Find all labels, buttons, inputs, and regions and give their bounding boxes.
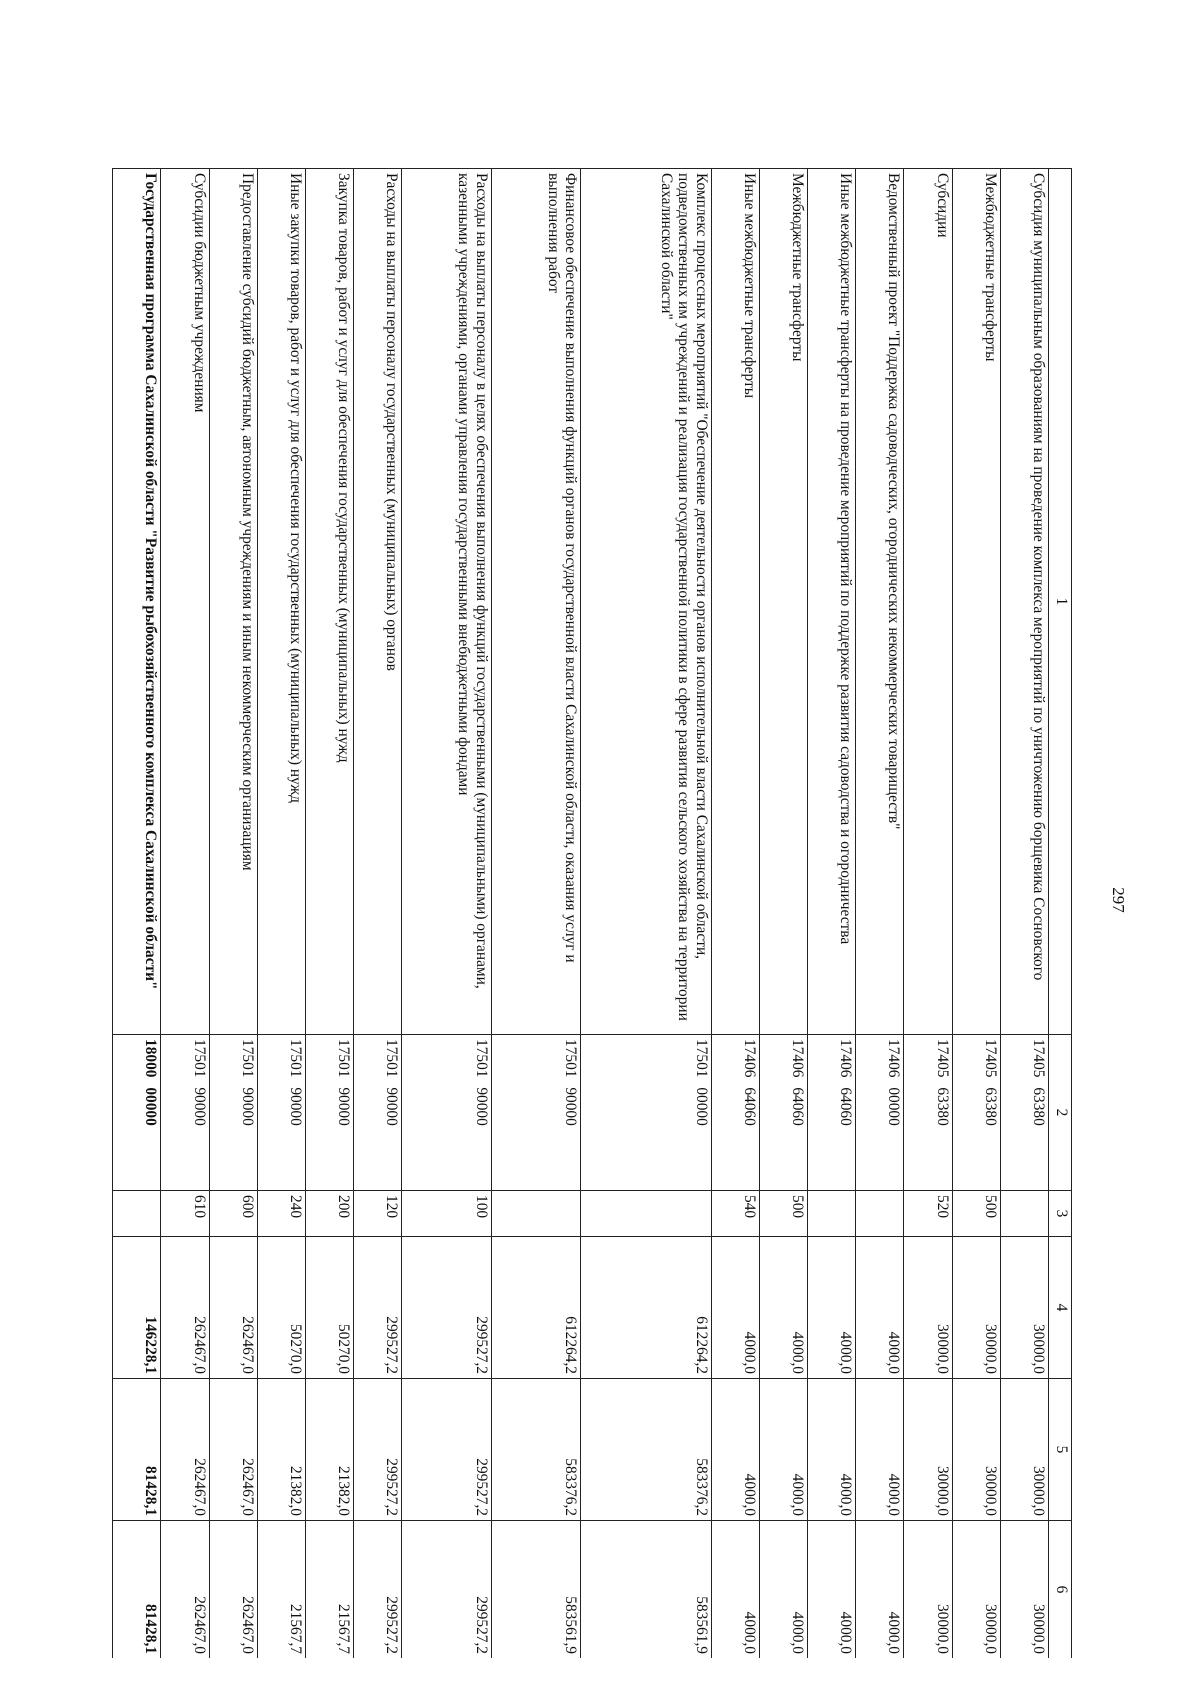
header-cell: 3 bbox=[1049, 1191, 1072, 1237]
header-cell: 6 bbox=[1049, 1521, 1072, 1659]
row-value-col5: 21382,0 bbox=[306, 1379, 354, 1521]
row-type-cell bbox=[856, 1191, 904, 1237]
row-type-cell bbox=[113, 1191, 161, 1237]
table-row bbox=[113, 169, 161, 1659]
row-type-cell: 500 bbox=[759, 1191, 807, 1237]
table-row bbox=[491, 169, 580, 1659]
row-name-cell: Иные межбюджетные трансферты на проведение мероприятий по поддержке развития садоводства и огородничества bbox=[807, 169, 855, 1035]
row-type-cell: 610 bbox=[161, 1191, 209, 1237]
row-value-col6: 262467,0 bbox=[161, 1521, 209, 1659]
row-value-col4: 4000,0 bbox=[856, 1237, 904, 1379]
row-value-col5: 4000,0 bbox=[711, 1379, 759, 1521]
row-value-col5: 30000,0 bbox=[1000, 1379, 1048, 1521]
row-type-cell: 120 bbox=[354, 1191, 402, 1237]
table-row bbox=[711, 169, 759, 1659]
row-code-cell: 17405 63380 bbox=[904, 1035, 952, 1191]
row-type-cell bbox=[491, 1191, 580, 1237]
row-value-col6: 21567,7 bbox=[257, 1521, 305, 1659]
row-value-col4: 612264,2 bbox=[491, 1237, 580, 1379]
row-code-cell: 17501 90000 bbox=[161, 1035, 209, 1191]
table-row bbox=[257, 169, 305, 1659]
table-row bbox=[1000, 169, 1048, 1659]
header-cell: 1 bbox=[1049, 169, 1072, 1035]
row-name-cell: Финансовое обеспечение выполнения функций органов государственной власти Сахалинской области, оказания услуг и выполнения работ bbox=[491, 169, 580, 1035]
row-code-cell: 17501 90000 bbox=[306, 1035, 354, 1191]
row-type-cell: 240 bbox=[257, 1191, 305, 1237]
row-name-cell: Комплекс процессных мероприятий "Обеспечение деятельности органов исполнительной власти Сахалинской области, подведомственных им учреждений и реализация государственной политики в сфере развития сельского хозяйства на территории Сахалинской области" bbox=[581, 169, 711, 1035]
row-value-col5: 299527,2 bbox=[402, 1379, 491, 1521]
row-code-cell: 17501 90000 bbox=[354, 1035, 402, 1191]
row-code-cell: 18000 00000 bbox=[113, 1035, 161, 1191]
row-code-cell: 17406 64060 bbox=[807, 1035, 855, 1191]
row-value-col6: 30000,0 bbox=[1000, 1521, 1048, 1659]
table-row bbox=[856, 169, 904, 1659]
row-value-col4: 30000,0 bbox=[952, 1237, 1000, 1379]
header-cell: 5 bbox=[1049, 1379, 1072, 1521]
row-value-col6: 299527,2 bbox=[354, 1521, 402, 1659]
row-value-col5: 4000,0 bbox=[856, 1379, 904, 1521]
row-type-cell bbox=[1000, 1191, 1048, 1237]
row-value-col6: 21567,7 bbox=[306, 1521, 354, 1659]
header-cell: 2 bbox=[1049, 1035, 1072, 1191]
row-value-col6: 583561,9 bbox=[581, 1521, 711, 1659]
table-row bbox=[209, 169, 257, 1659]
row-value-col4: 262467,0 bbox=[161, 1237, 209, 1379]
row-code-cell: 17501 90000 bbox=[402, 1035, 491, 1191]
row-value-col5: 81428,1 bbox=[113, 1379, 161, 1521]
row-name-cell: Расходы на выплаты персоналу государственных (муниципальных) органов bbox=[354, 169, 402, 1035]
row-value-col6: 30000,0 bbox=[952, 1521, 1000, 1659]
row-code-cell: 17406 64060 bbox=[759, 1035, 807, 1191]
row-type-cell: 540 bbox=[711, 1191, 759, 1237]
row-value-col4: 4000,0 bbox=[711, 1237, 759, 1379]
row-value-col5: 262467,0 bbox=[209, 1379, 257, 1521]
row-type-cell bbox=[581, 1191, 711, 1237]
table-row bbox=[306, 169, 354, 1659]
row-value-col4: 299527,2 bbox=[354, 1237, 402, 1379]
budget-table bbox=[112, 168, 1072, 1658]
row-code-cell: 17501 90000 bbox=[491, 1035, 580, 1191]
row-value-col6: 81428,1 bbox=[113, 1521, 161, 1659]
row-value-col5: 30000,0 bbox=[952, 1379, 1000, 1521]
row-code-cell: 17501 90000 bbox=[257, 1035, 305, 1191]
row-type-cell: 520 bbox=[904, 1191, 952, 1237]
row-value-col6: 4000,0 bbox=[711, 1521, 759, 1659]
row-name-cell: Иные межбюджетные трансферты bbox=[711, 169, 759, 1035]
table-row bbox=[402, 169, 491, 1659]
row-name-cell: Закупка товаров, работ и услуг для обеспечения государственных (муниципальных) нужд bbox=[306, 169, 354, 1035]
row-value-col6: 4000,0 bbox=[759, 1521, 807, 1659]
row-name-cell: Субсидии bbox=[904, 169, 952, 1035]
row-value-col5: 4000,0 bbox=[807, 1379, 855, 1521]
row-type-cell: 100 bbox=[402, 1191, 491, 1237]
row-name-cell: Межбюджетные трансферты bbox=[952, 169, 1000, 1035]
row-name-cell: Ведомственный проект "Поддержка садоводческих, огороднических некоммерческих товариществ" bbox=[856, 169, 904, 1035]
row-name-cell: Межбюджетные трансферты bbox=[759, 169, 807, 1035]
row-type-cell: 500 bbox=[952, 1191, 1000, 1237]
row-code-cell: 17405 63380 bbox=[1000, 1035, 1048, 1191]
row-type-cell: 600 bbox=[209, 1191, 257, 1237]
row-value-col6: 30000,0 bbox=[904, 1521, 952, 1659]
row-code-cell: 17501 00000 bbox=[581, 1035, 711, 1191]
row-value-col5: 583376,2 bbox=[581, 1379, 711, 1521]
row-value-col4: 262467,0 bbox=[209, 1237, 257, 1379]
row-value-col5: 30000,0 bbox=[904, 1379, 952, 1521]
row-value-col4: 50270,0 bbox=[306, 1237, 354, 1379]
row-value-col6: 583561,9 bbox=[491, 1521, 580, 1659]
page-number: 297 bbox=[1109, 887, 1128, 913]
table-row bbox=[807, 169, 855, 1659]
header-cell: 4 bbox=[1049, 1237, 1072, 1379]
row-name-cell: Предоставление субсидий бюджетным, автономным учреждениям и иным некоммерческим организациям bbox=[209, 169, 257, 1035]
row-value-col6: 262467,0 bbox=[209, 1521, 257, 1659]
row-value-col5: 583376,2 bbox=[491, 1379, 580, 1521]
row-value-col5: 21382,0 bbox=[257, 1379, 305, 1521]
row-value-col5: 262467,0 bbox=[161, 1379, 209, 1521]
row-value-col6: 4000,0 bbox=[807, 1521, 855, 1659]
table-row bbox=[759, 169, 807, 1659]
header-row bbox=[1049, 169, 1072, 1659]
row-value-col4: 30000,0 bbox=[1000, 1237, 1048, 1379]
row-name-cell: Субсидии бюджетным учреждениям bbox=[161, 169, 209, 1035]
row-value-col4: 612264,2 bbox=[581, 1237, 711, 1379]
row-value-col4: 50270,0 bbox=[257, 1237, 305, 1379]
table-row bbox=[904, 169, 952, 1659]
row-value-col6: 4000,0 bbox=[856, 1521, 904, 1659]
row-value-col5: 299527,2 bbox=[354, 1379, 402, 1521]
row-value-col4: 299527,2 bbox=[402, 1237, 491, 1379]
row-name-cell: Субсидия муниципальным образованиям на проведение комплекса мероприятий по уничтожению борщевика Сосновского bbox=[1000, 169, 1048, 1035]
row-code-cell: 17405 63380 bbox=[952, 1035, 1000, 1191]
row-code-cell: 17406 64060 bbox=[711, 1035, 759, 1191]
row-name-cell: Государственная программа Сахалинской области "Развитие рыбохозяйственного комплекса Сахалинской области" bbox=[113, 169, 161, 1035]
row-value-col4: 146228,1 bbox=[113, 1237, 161, 1379]
row-code-cell: 17406 00000 bbox=[856, 1035, 904, 1191]
row-type-cell bbox=[807, 1191, 855, 1237]
row-value-col4: 30000,0 bbox=[904, 1237, 952, 1379]
table-row bbox=[161, 169, 209, 1659]
row-name-cell: Расходы на выплаты персоналу в целях обеспечения выполнения функций государственными (муниципальными) органами, казенными учреждениями, органами управления государственными внебюджетными фондами bbox=[402, 169, 491, 1035]
row-type-cell: 200 bbox=[306, 1191, 354, 1237]
rotated-page bbox=[112, 168, 1072, 1658]
row-name-cell: Иные закупки товаров, работ и услуг для обеспечения государственных (муниципальных) нужд bbox=[257, 169, 305, 1035]
row-code-cell: 17501 90000 bbox=[209, 1035, 257, 1191]
row-value-col4: 4000,0 bbox=[807, 1237, 855, 1379]
row-value-col4: 4000,0 bbox=[759, 1237, 807, 1379]
document-area bbox=[112, 168, 1072, 1658]
row-value-col5: 4000,0 bbox=[759, 1379, 807, 1521]
table-row bbox=[354, 169, 402, 1659]
row-value-col6: 299527,2 bbox=[402, 1521, 491, 1659]
table-row bbox=[581, 169, 711, 1659]
table-row bbox=[952, 169, 1000, 1659]
